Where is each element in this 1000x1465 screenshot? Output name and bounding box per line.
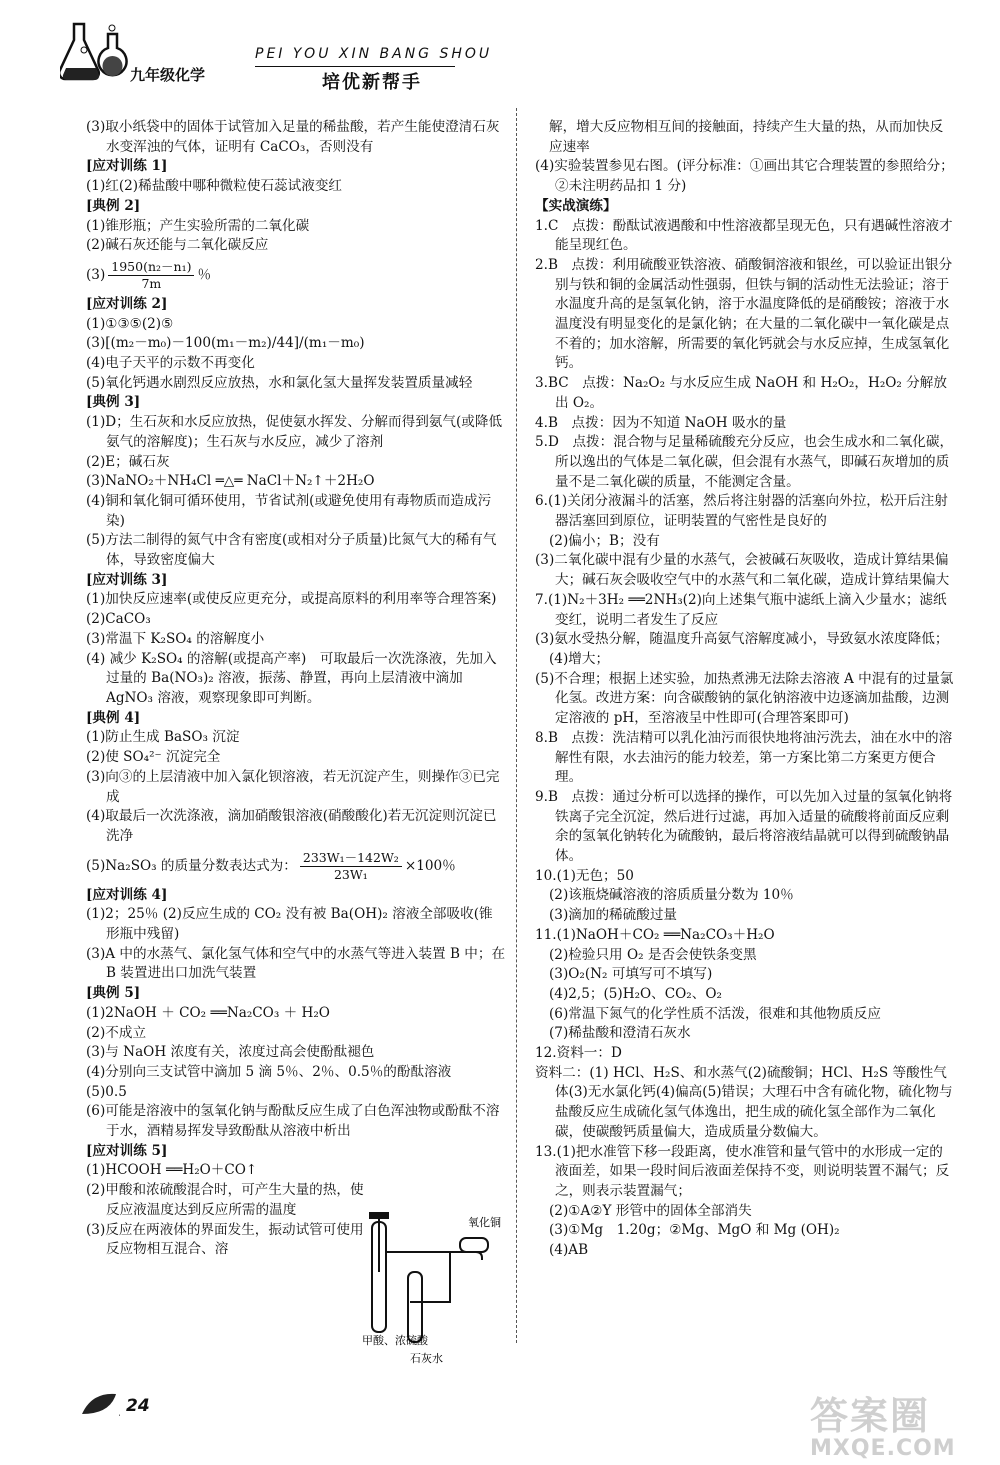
- formula-prefix: (3): [86, 266, 106, 283]
- formula-prefix: (5)Na₂SO₃ 的质量分数表达式为：: [86, 857, 297, 874]
- answer-line: 解，增大反应物相互间的接触面，持续产生大量的热，从而加快反应速率: [549, 119, 944, 155]
- answer-line: 3.BC 点拨：Na₂O₂ 与水反应生成 NaOH 和 H₂O₂，H₂O₂ 分解放出 O₂。: [535, 375, 947, 411]
- answer-line: (3)A 中的水蒸气、氯化氢气体和空气中的水蒸气等进入装置 B 中；在 B 装置进出口加洗气装置: [86, 945, 506, 982]
- answer-line: 4.B 点拨：因为不知道 NaOH 吸水的量: [535, 414, 787, 431]
- answer-line: 5.D 点拨：混合物与足量稀硫酸充分反应，也会生成水和二氧化碳，所以逸出的气体是二氧化碳，但会混有水蒸气，即碱石灰增加的质量不是二氧化碳的质量，不能测定含量。: [535, 434, 954, 490]
- flask-logo-icon: [60, 20, 140, 90]
- fraction: [108, 259, 194, 292]
- left-column: [86, 118, 506, 1260]
- formula-suffix: ×100％: [404, 857, 456, 874]
- answer-line: 7.(1)N₂＋3H₂ ══2NH₃(2)向上述集气瓶中滤纸上滴入少量水；滤纸变红，说明二者发生了反应: [535, 591, 947, 628]
- answer-line: (3)向③的上层清液中加入氯化钡溶液，若无沉淀产生，则操作③已完成: [86, 768, 500, 805]
- label-lime-water: 石灰水: [410, 1352, 443, 1365]
- answer-line: (1)加快反应速率(或使反应更充分，或提高原料的利用率等合理答案): [86, 591, 497, 608]
- answer-line: 13.(1)把水准管下移一段距离，使水准管和量气管中的水形成一定的液面差，如果一段时间后液面差保持不变，则说明装置不漏气；反之，则表示装置漏气；: [535, 1143, 950, 1199]
- header-rule: [255, 66, 455, 67]
- answer-line: (3)取小纸袋中的固体于试管加入足量的稀盐酸，若产生能使澄清石灰水变浑浊的气体，证明有 CaCO₃，否则没有: [86, 119, 500, 155]
- answer-line: (2)该瓶烧碱溶液的溶质质量分数为 10％: [549, 887, 794, 904]
- section-heading: [典例 2]: [86, 197, 141, 214]
- fraction-numerator: 1950(n₂－n₁): [108, 259, 194, 276]
- answer-line: (2)碱石灰还能与二氧化碳反应: [86, 237, 269, 254]
- fraction-denominator: 7m: [141, 275, 162, 291]
- answer-line: (3)O₂(N₂ 可填写可不填写): [549, 966, 713, 983]
- section-heading: [典例 3]: [86, 394, 141, 411]
- answer-line: (4)分别向三支试管中滴加 5 滴 5％、2％、0.5％的酚酞溶液: [86, 1063, 452, 1080]
- answer-line: (2)检验只用 O₂ 是否会使铁条变黑: [549, 946, 757, 963]
- right-column: [535, 118, 955, 1261]
- test-tube: [370, 1212, 388, 1332]
- answer-line: (4)铜和氧化铜可循环使用，节省试剂(或避免使用有毒物质而造成污染): [86, 492, 492, 529]
- answer-line: 12.资料一：D: [535, 1045, 622, 1062]
- answer-line: (7)稀盐酸和澄清石灰水: [549, 1025, 691, 1042]
- fraction-denominator: 23W₁: [333, 866, 368, 882]
- answer-line: 资料二：(1) HCl、H₂S、和水蒸气(2)硫酸铜；HCl、H₂S 等酸性气体(3)无水氯化钙(4)偏高(5)错误；大理石中含有硫化物，硫化物与盐酸反应生成硫化氢气体逸出，把生成的硫化氢全部作为二氧化碳，使碳酸钙质量偏大，造成质量分数偏大。: [535, 1064, 953, 1140]
- answer-line: (4)取最后一次洗涤液，滴加硝酸银溶液(硝酸酸化)若无沉淀则沉淀已洗净: [86, 808, 497, 844]
- answer-line: (4)2,5；(5)H₂O、CO₂、O₂: [549, 985, 722, 1002]
- answer-line: (2)不成立: [86, 1024, 147, 1041]
- answer-line: (4)实验装置参见右图。(评分标准：①画出其它合理装置的参照给分；②未注明药品扣 1 分): [535, 158, 954, 195]
- answer-line: (3)与 NaOH 浓度有关，浓度过高会使酚酞褪色: [86, 1044, 375, 1061]
- answer-line: (4) 减少 K₂SO₄ 的溶解(或提高产率) 可取最后一次洗涤液，先加入过量的 Ba(NO₃)₂ 溶液，振荡、静置，再向上层清液中滴加 AgNO₃ 溶液，观察现象即可判断。: [86, 650, 497, 706]
- watermark-url: MXQE.COM: [810, 1436, 956, 1461]
- answer-line: (5)方法二制得的氮气中含有密度(或相对分子质量)比氮气大的稀有气体，导致密度偏大: [86, 532, 497, 569]
- section-heading: [典例 5]: [86, 985, 141, 1002]
- answer-line: (3)滴加的稀硫酸过量: [549, 907, 678, 924]
- page-number: 24: [126, 1396, 150, 1416]
- answer-line: 8.B 点拨：洗洁精可以乳化油污而很快地将油污洗去，油在水中的溶解性有限，水去油污的能力较差，第一方案比第二方案更方便合理。: [535, 729, 953, 786]
- page-header: [60, 20, 960, 100]
- section-heading: [应对训练 3]: [86, 571, 168, 588]
- answer-line: 2.B 点拨：利用硫酸亚铁溶液、硝酸铜溶液和银丝，可以验证出银分别与铁和铜的金属活动性强弱，但铁与铜的活动性无法验证；溶于水温度升高的是氢氧化钠，溶于水温度降低的是硝酸铵；溶液于水温度没有明显变化的是氯化钠；在大量的二氧化碳中一氧化碳是点不着的；加水溶解，所需要的氧化钙就会与水反应掉，生成氢氧化钙。: [535, 256, 953, 372]
- page-footer: [80, 1390, 150, 1422]
- answer-line: (2)使 SO₄²⁻ 沉淀完全: [86, 749, 221, 766]
- answer-line: (6)常温下氮气的化学性质不活泼，很难和其他物质反应: [549, 1005, 881, 1022]
- watermark: [810, 1385, 956, 1461]
- answer-line: (4)AB: [549, 1242, 589, 1259]
- answer-line: (2)CaCO₃: [86, 611, 151, 628]
- answer-line: (3)NaNO₂＋NH₄Cl ═△═ NaCl＋N₂↑＋2H₂O: [86, 473, 375, 490]
- brand-pinyin: PEI YOU XIN BANG SHOU: [255, 46, 493, 62]
- section-heading: [典例 4]: [86, 709, 141, 726]
- label-acid: 甲酸、浓硫酸: [362, 1334, 428, 1347]
- fraction: [300, 850, 402, 883]
- section-heading: 【实战演练】: [535, 197, 617, 214]
- answer-line: (1)2NaOH ＋ CO₂ ══Na₂CO₃ ＋ H₂O: [86, 1004, 330, 1021]
- section-heading: [应对训练 4]: [86, 886, 168, 903]
- answer-line: (3)反应在两液体的界面发生，振动试管可使用反应物相互混合、溶: [86, 1221, 364, 1258]
- answer-line: (4)电子天平的示数不再变化: [86, 355, 255, 372]
- answer-line: (2)①A②Y 形管中的固体全部消失: [549, 1202, 752, 1219]
- answer-line: (3)①Mg 1.20g；②Mg、MgO 和 Mg (OH)₂: [549, 1222, 840, 1239]
- answer-line: (1)①③⑤(2)⑤: [86, 315, 174, 332]
- section-heading: [应对训练 1]: [86, 158, 168, 175]
- formula-suffix: ％: [197, 266, 212, 283]
- leaf-icon: [80, 1390, 120, 1418]
- answer-line: (5)氧化钙遇水剧烈反应放热，水和氯化氢大量挥发装置质量减轻: [86, 374, 473, 391]
- answer-line: (3)[(m₂－m₀)－100(m₁－m₂)/44]/(m₁－m₀): [86, 335, 365, 352]
- answer-line: (2)甲酸和浓硫酸混合时，可产生大量的热，使反应液温度达到反应所需的温度: [86, 1182, 364, 1218]
- answer-line: 10.(1)无色；50: [535, 867, 634, 884]
- section-heading: [应对训练 2]: [86, 295, 168, 312]
- section-heading: [应对训练 5]: [86, 1142, 168, 1159]
- answer-line: (3)常温下 K₂SO₄ 的溶解度小: [86, 630, 265, 647]
- answer-line: (1)2；25％ (2)反应生成的 CO₂ 没有被 Ba(OH)₂ 溶液全部吸收(锥形瓶中残留): [86, 906, 493, 943]
- answer-line: (1)D；生石灰和水反应放热，促使氨水挥发、分解而得到氨气(或降低氨气的溶解度)；生石灰与水反应，减少了溶剂: [86, 414, 503, 450]
- answer-line: (5)0.5: [86, 1083, 127, 1100]
- column-divider: [516, 108, 517, 1343]
- delivery-tube: [386, 1238, 488, 1302]
- formula-line: [86, 259, 506, 292]
- brand-title: 培优新帮手: [322, 72, 422, 93]
- answer-line: (1)锥形瓶；产生实验所需的二氧化碳: [86, 217, 310, 234]
- watermark-title: 答案圈: [810, 1394, 931, 1438]
- answer-line: (4)增大；: [549, 650, 610, 667]
- lime-water-tube: [408, 1272, 422, 1342]
- answer-line: (2)E；碱石灰: [86, 453, 170, 470]
- apparatus-diagram: [360, 1212, 510, 1372]
- series-title: 九年级化学: [130, 66, 206, 84]
- label-copper-oxide: 氧化铜: [468, 1216, 501, 1229]
- answer-line: (1)红(2)稀盐酸中哪种微粒使石蕊试液变红: [86, 178, 343, 195]
- answer-line: 9.B 点拨：通过分析可以选择的操作，可以先加入过量的氢氧化钠将铁离子完全沉淀，然后进行过滤，再加入适量的硫酸将前面反应剩余的氢氧化钠转化为硫酸钠，最后将溶液结晶就可以得到硫酸钠晶体。: [535, 788, 953, 865]
- answer-line: (1)HCOOH ══H₂O＋CO↑: [86, 1162, 258, 1179]
- answer-line: 6.(1)关闭分液漏斗的活塞，然后将注射器的活塞向外拉，松开后注射器活塞回到原位，证明装置的气密性是良好的: [535, 493, 948, 530]
- answer-line: (2)偏小；B；没有: [549, 532, 660, 549]
- answer-line: (6)可能是溶液中的氢氧化钠与酚酞反应生成了白色浑浊物或酚酞不溶于水，酒精易挥发导致酚酞从溶液中析出: [86, 1103, 500, 1140]
- answer-line: (5)不合理；根据上述实验，加热煮沸无法除去溶液 A 中混有的过量氯化氢。改进方案：向含碳酸钠的氯化钠溶液中边逐滴加盐酸，边测定溶液的 pH，至溶液呈中性即可(合理答案即可): [535, 670, 954, 727]
- answer-line: 11.(1)NaOH＋CO₂ ══Na₂CO₃＋H₂O: [535, 926, 775, 943]
- answer-line: 1.C 点拨：酚酞试液遇酸和中性溶液都呈现无色，只有遇碱性溶液才能呈现红色。: [535, 217, 953, 254]
- fraction-numerator: 233W₁－142W₂: [300, 850, 402, 867]
- answer-line: (1)防止生成 BaSO₃ 沉淀: [86, 729, 240, 746]
- formula-line: [86, 850, 506, 883]
- answer-line: (3)二氧化碳中混有少量的水蒸气，会被碱石灰吸收，造成计算结果偏大；碱石灰会吸收空气中的水蒸气和二氧化碳，造成计算结果偏大: [535, 552, 950, 589]
- answer-line: (3)氨水受热分解，随温度升高氨气溶解度减小，导致氨水浓度降低；: [535, 631, 949, 648]
